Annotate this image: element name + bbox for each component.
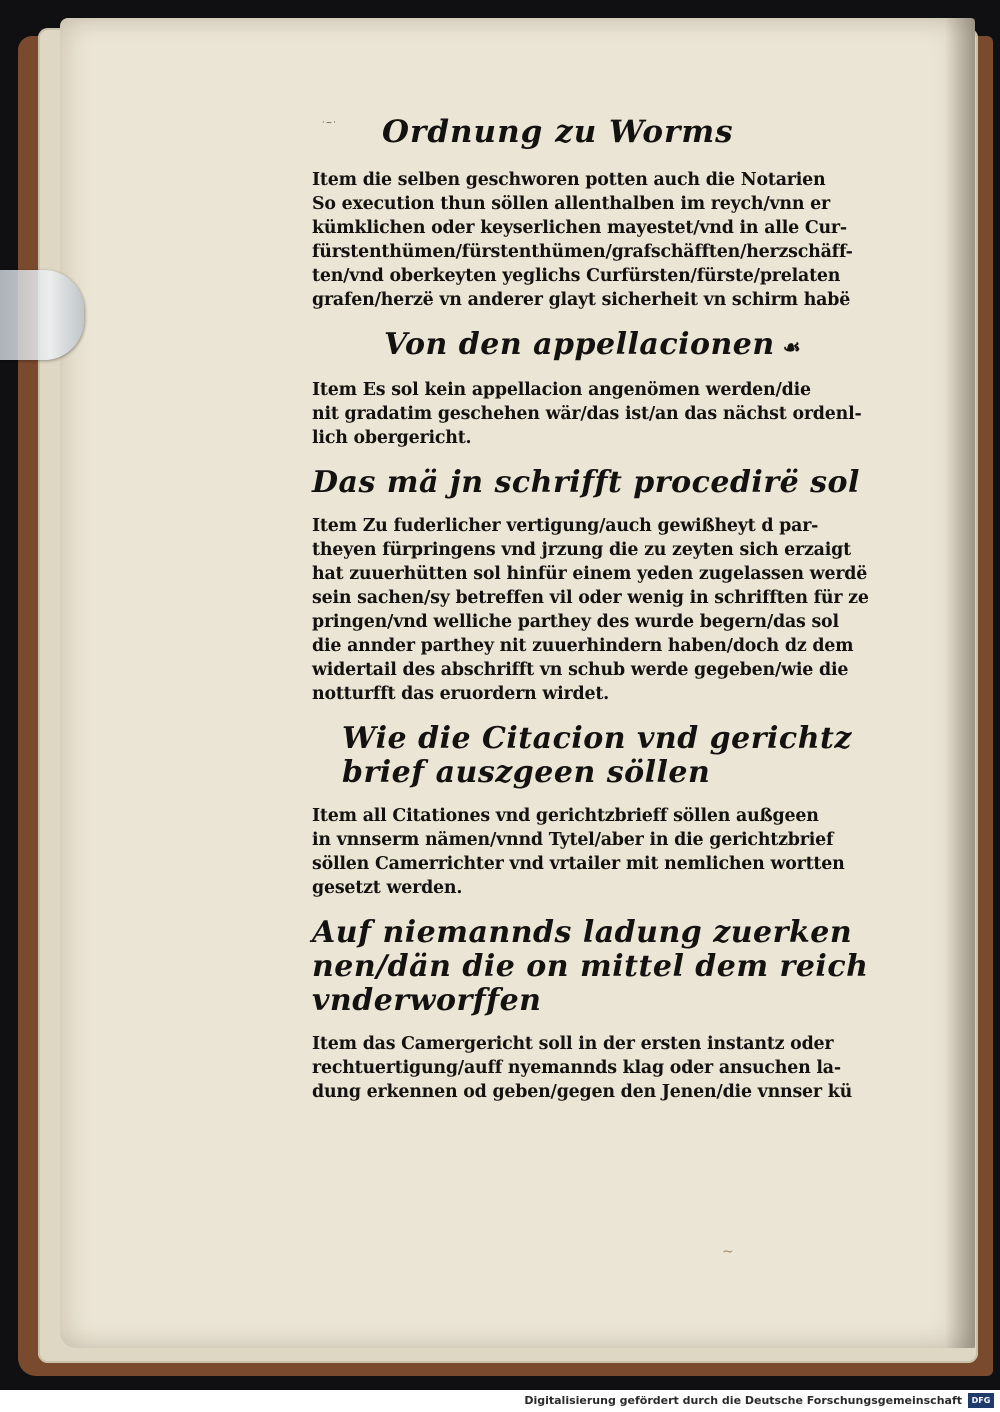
text-line: grafen/herzë vn anderer glayt sicherheit vn schirm habë: [312, 290, 851, 310]
section-heading: [312, 915, 869, 1018]
heading-line: Wie die Citacion vnd gerichtz: [342, 721, 852, 756]
text-line: hat zuuerhütten sol hinfür einem yeden zugelassen werdë: [312, 564, 868, 584]
printed-text-block: [312, 110, 869, 1104]
heading-line: brief auszgeen söllen: [342, 755, 711, 790]
text-line: gesetzt werden.: [312, 878, 463, 898]
dfg-logo: DFG: [968, 1393, 994, 1408]
text-line: widertail des abschrifft vn schub werde gegeben/wie die: [312, 660, 849, 680]
heading-line: Von den appellacionen ☙: [384, 327, 802, 362]
text-line: ten/vnd oberkeyten yeglichs Curfürsten/fürste/prelaten: [312, 266, 841, 286]
section-heading: [312, 328, 842, 364]
printer-mark: ·~·: [322, 118, 337, 127]
heading-line: Auf niemannds ladung zuerken: [312, 915, 853, 950]
funding-note: Digitalisierung gefördert durch die Deutsche Forschungsgemeinschaft: [524, 1394, 962, 1407]
text-line: theyen fürpringens vnd jrzung die zu zeyten sich erzaigt: [312, 540, 851, 560]
section-heading: [312, 721, 852, 790]
fleuron-ornament: ☙: [782, 335, 802, 359]
text-line: kümklichen oder keyserlichen mayestet/vnd in alle Cur-: [312, 218, 847, 238]
paragraph: [312, 1032, 853, 1104]
text-line: rechtuertigung/auff nyemannds klag oder ansuchen la-: [312, 1058, 841, 1078]
paragraph: [312, 378, 862, 450]
heading-line: nen/dän die on mittel dem reich: [312, 949, 869, 984]
text-line: Item das Camergericht soll in der ersten instantz oder: [312, 1034, 834, 1054]
text-line: dung erkennen od geben/gegen den Jenen/die vnnser kü: [312, 1082, 853, 1102]
book-clip: [0, 270, 84, 360]
paragraph: [312, 514, 869, 706]
text-line: söllen Camerrichter vnd vrtailer mit nemlichen wortten: [312, 854, 845, 874]
text-line: Item Zu fuderlicher vertigung/auch gewißheyt d par-: [312, 516, 819, 536]
text-line: in vnnserm nämen/vnnd Tytel/aber in die gerichtzbrief: [312, 830, 834, 850]
page-mark: ~: [722, 1244, 734, 1260]
text-line: pringen/vnd welliche parthey des wurde begern/das sol: [312, 612, 839, 632]
text-line: fürstenthümen/fürstenthümen/grafschäfften/herzschäff-: [312, 242, 853, 262]
heading-line: vnderworffen: [312, 983, 542, 1018]
text-line: Item die selben geschworen potten auch die Notarien: [312, 170, 826, 190]
running-head: Ordnung zu Worms: [382, 114, 734, 150]
text-line: Item Es sol kein appellacion angenömen werden/die: [312, 380, 811, 400]
heading-line: Das mä jn schrifft procedirë sol: [312, 465, 860, 500]
page-gutter-shadow: [945, 18, 975, 1348]
text-line: sein sachen/sy betreffen vil oder wenig in schrifften für ze: [312, 588, 869, 608]
text-line: die annder parthey nit zuuerhindern haben/doch dz dem: [312, 636, 854, 656]
section-heading: [312, 465, 860, 500]
paragraph: [312, 804, 845, 900]
text-line: So execution thun söllen allenthalben im reych/vnn er: [312, 194, 830, 214]
text-line: lich obergericht.: [312, 428, 472, 448]
footer-bar: [0, 1390, 1000, 1412]
text-line: Item all Citationes vnd gerichtzbrieff söllen außgeen: [312, 806, 819, 826]
text-line: nit gradatim geschehen wär/das ist/an das nächst ordenl-: [312, 404, 862, 424]
paragraph: [312, 168, 853, 312]
text-line: notturfft das eruordern wirdet.: [312, 684, 610, 704]
